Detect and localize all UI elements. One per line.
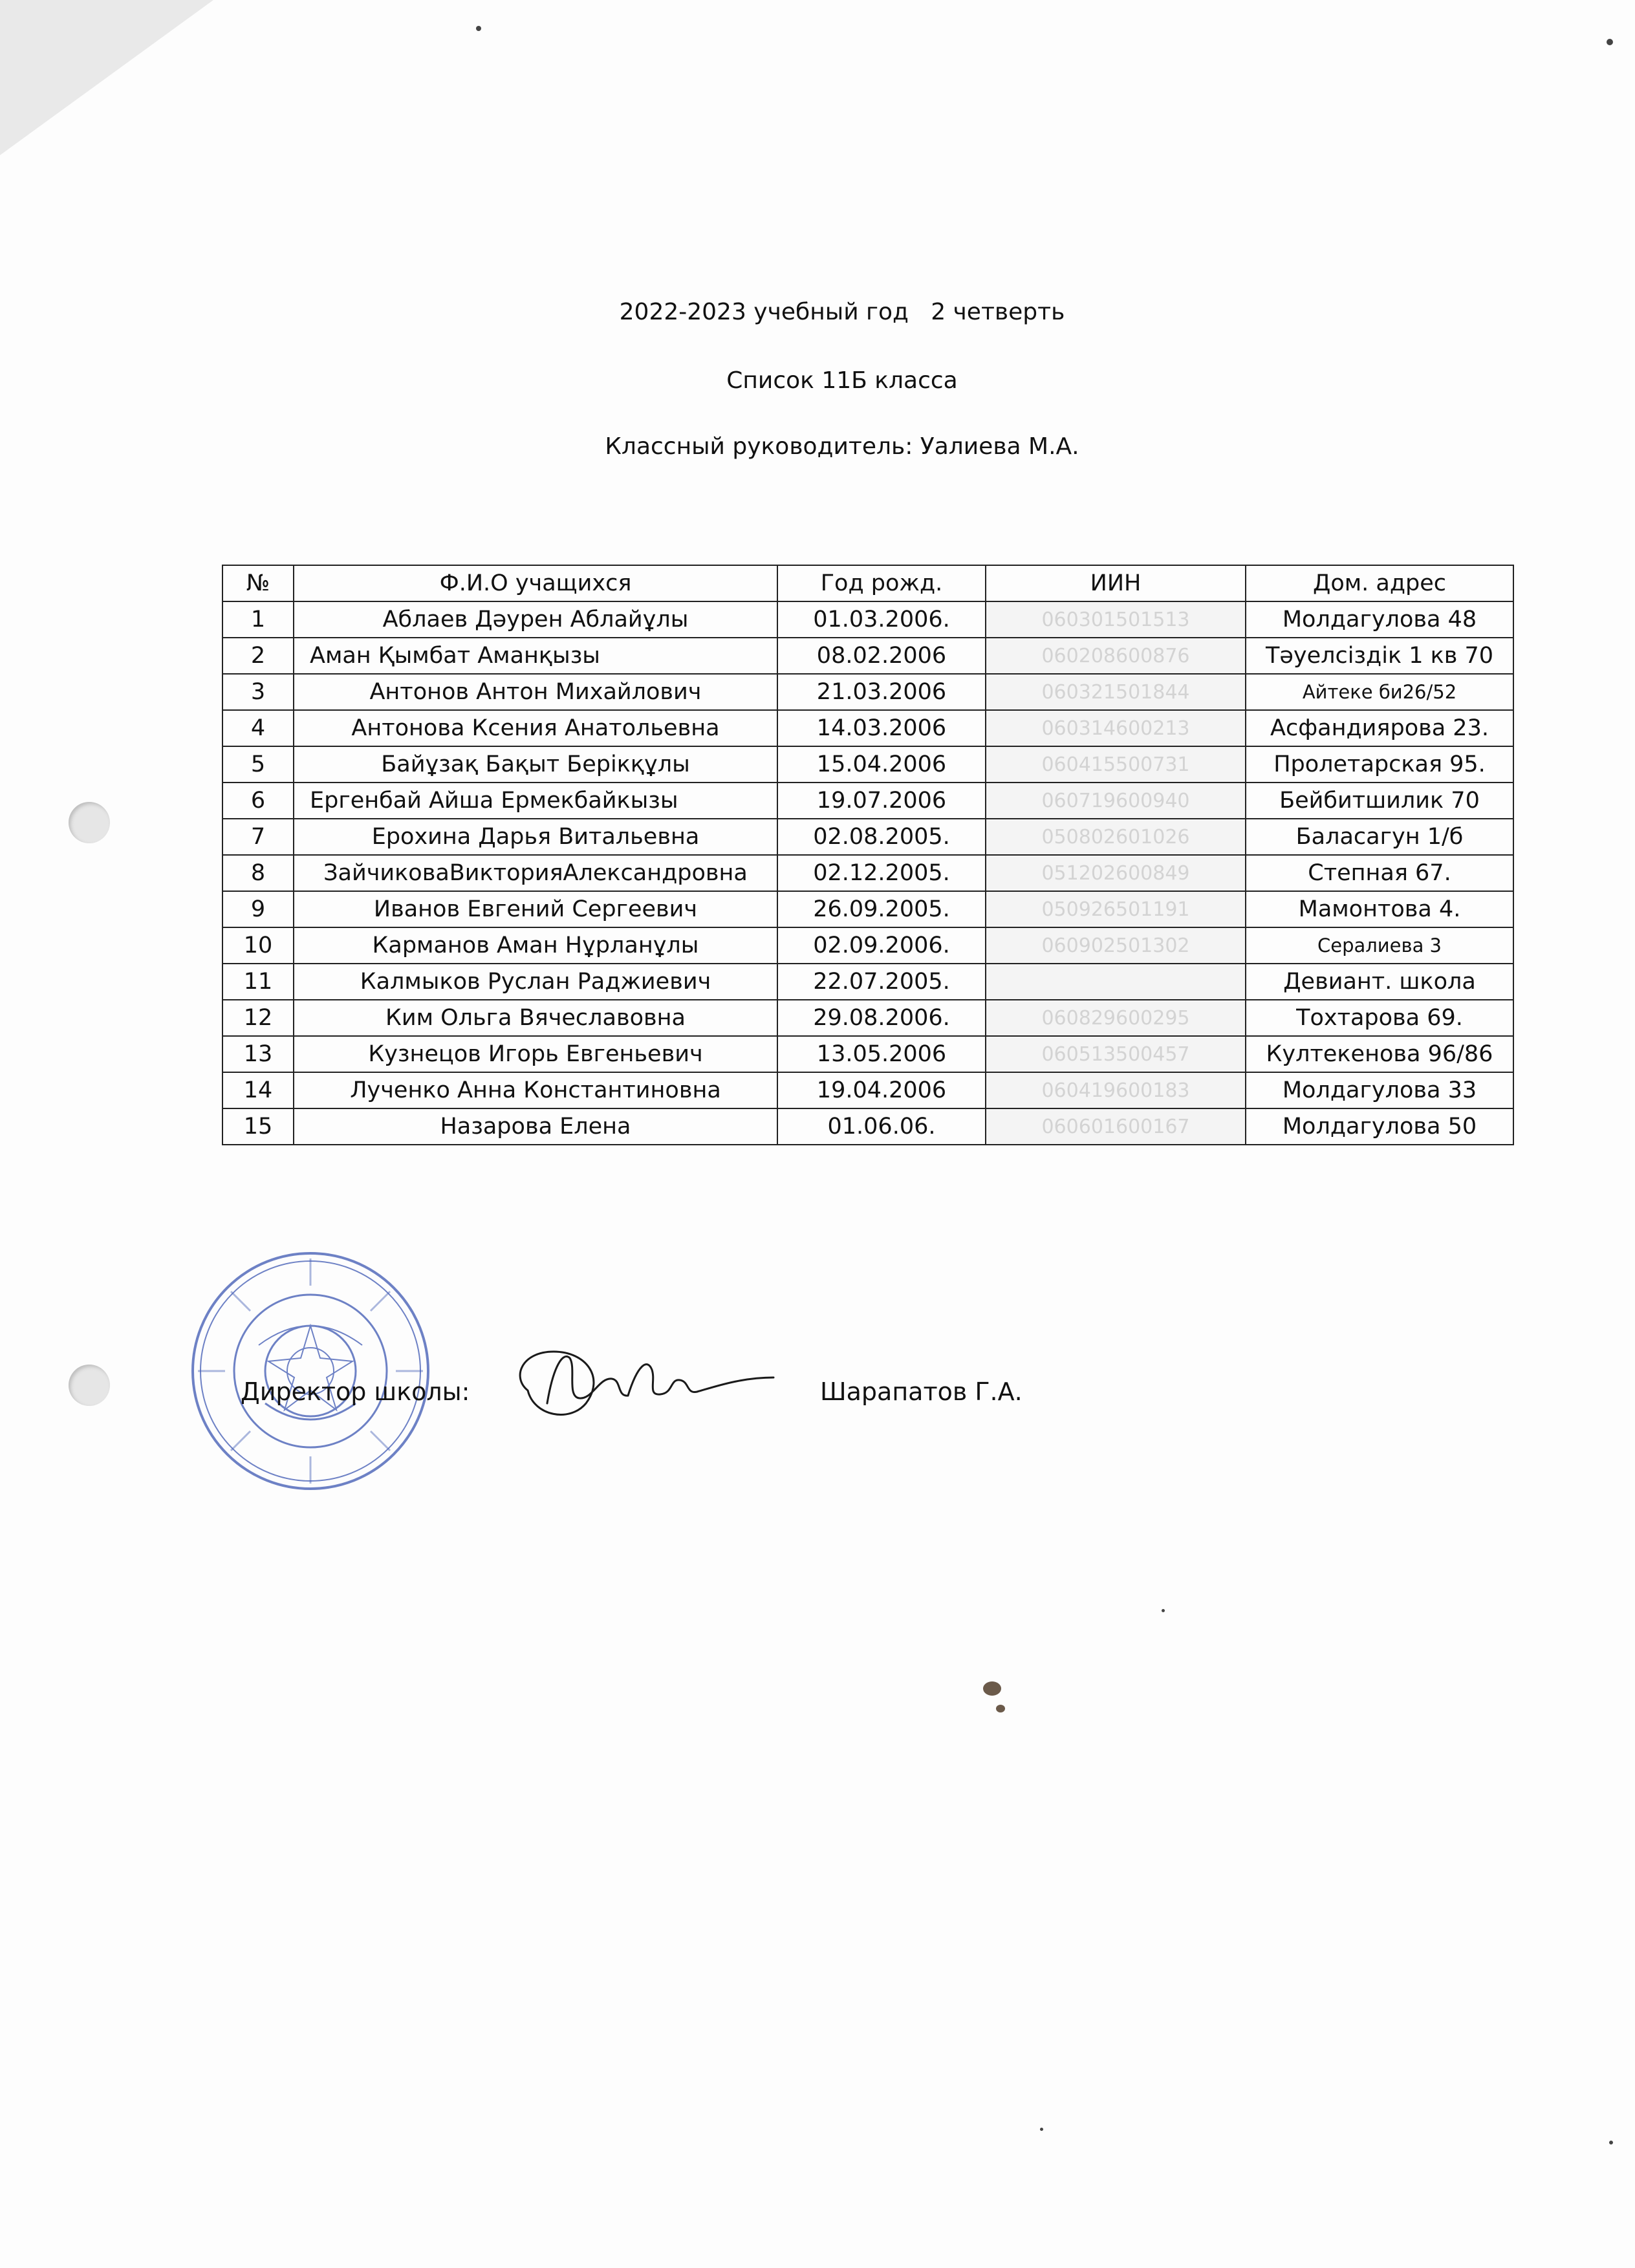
row-number-cell: 13	[222, 1036, 294, 1072]
row-number-cell: 10	[222, 927, 294, 964]
table-row	[222, 819, 1513, 855]
birth-date-cell: 19.04.2006	[777, 1072, 986, 1108]
table-header-row	[222, 565, 1513, 601]
student-name-cell: Байұзақ Бақыт Берікқұлы	[294, 746, 777, 783]
birth-date-cell: 21.03.2006	[777, 674, 986, 710]
row-number-cell: 12	[222, 1000, 294, 1036]
student-table	[222, 565, 1514, 1145]
iin-cell: 051202600849	[986, 855, 1246, 891]
speck	[476, 26, 481, 31]
address-cell: Девиант. школа	[1246, 964, 1513, 1000]
birth-date-cell: 01.03.2006.	[777, 601, 986, 638]
school-seal	[188, 1248, 433, 1494]
iin-cell: 060321501844	[986, 674, 1246, 710]
iin-cell: 050926501191	[986, 891, 1246, 927]
table-row	[222, 674, 1513, 710]
iin-cell: 060601600167	[986, 1108, 1246, 1145]
student-name-cell: Карманов Аман Нұрланұлы	[294, 927, 777, 964]
table-row	[222, 710, 1513, 746]
student-name-cell: Аман Қымбат Аманқызы	[294, 638, 777, 674]
iin-cell: 060513500457	[986, 1036, 1246, 1072]
birth-date-cell: 22.07.2005.	[777, 964, 986, 1000]
student-name-cell: Кузнецов Игорь Евгеньевич	[294, 1036, 777, 1072]
student-name-cell: Антонова Ксения Анатольевна	[294, 710, 777, 746]
column-header-name: Ф.И.О учащихся	[294, 565, 777, 601]
table-row	[222, 1108, 1513, 1145]
column-header-number: №	[222, 565, 294, 601]
table-row	[222, 927, 1513, 964]
speck	[1607, 39, 1613, 45]
iin-cell: 060419600183	[986, 1072, 1246, 1108]
birth-date-cell: 19.07.2006	[777, 783, 986, 819]
student-name-cell: ЗайчиковаВикторияАлександровна	[294, 855, 777, 891]
column-header-iin: ИИН	[986, 565, 1246, 601]
row-number-cell: 3	[222, 674, 294, 710]
row-number-cell: 5	[222, 746, 294, 783]
table-row	[222, 964, 1513, 1000]
student-name-cell: Ерохина Дарья Витальевна	[294, 819, 777, 855]
row-number-cell: 14	[222, 1072, 294, 1108]
signature-block	[0, 1377, 1635, 1455]
table-row	[222, 638, 1513, 674]
birth-date-cell: 26.09.2005.	[777, 891, 986, 927]
table-row	[222, 1072, 1513, 1108]
birth-date-cell: 01.06.06.	[777, 1108, 986, 1145]
row-number-cell: 7	[222, 819, 294, 855]
iin-cell	[986, 964, 1246, 1000]
student-name-cell: Аблаев Дәурен Аблайұлы	[294, 601, 777, 638]
class-teacher: Классный руководитель: Уалиева М.А.	[605, 433, 1079, 460]
address-cell: Мамонтова 4.	[1246, 891, 1513, 927]
student-name-cell: Антонов Антон Михайлович	[294, 674, 777, 710]
row-number-cell: 9	[222, 891, 294, 927]
row-number-cell: 4	[222, 710, 294, 746]
iin-cell: 060829600295	[986, 1000, 1246, 1036]
row-number-cell: 15	[222, 1108, 294, 1145]
table-row	[222, 1036, 1513, 1072]
student-name-cell: Ким Ольга Вячеславовна	[294, 1000, 777, 1036]
address-cell: Пролетарская 95.	[1246, 746, 1513, 783]
iin-cell: 060208600876	[986, 638, 1246, 674]
director-label: Директор школы:	[241, 1377, 470, 1406]
iin-cell: 060719600940	[986, 783, 1246, 819]
student-name-cell: Назарова Елена	[294, 1108, 777, 1145]
address-cell: Култекенова 96/86	[1246, 1036, 1513, 1072]
address-cell: Бейбитшилик 70	[1246, 783, 1513, 819]
birth-date-cell: 29.08.2006.	[777, 1000, 986, 1036]
row-number-cell: 2	[222, 638, 294, 674]
iin-cell: 060902501302	[986, 927, 1246, 964]
address-cell: Тәуелсіздік 1 кв 70	[1246, 638, 1513, 674]
birth-date-cell: 14.03.2006	[777, 710, 986, 746]
row-number-cell: 8	[222, 855, 294, 891]
stain	[996, 1705, 1005, 1712]
row-number-cell: 1	[222, 601, 294, 638]
punch-hole-upper	[69, 802, 110, 843]
table-row	[222, 855, 1513, 891]
iin-cell: 060415500731	[986, 746, 1246, 783]
iin-cell: 060301501513	[986, 601, 1246, 638]
table-row	[222, 746, 1513, 783]
school-year-title: 2022-2023 учебный год 2 четверть	[619, 299, 1065, 325]
table-row	[222, 783, 1513, 819]
address-cell: Молдагулова 50	[1246, 1108, 1513, 1145]
speck	[1162, 1609, 1165, 1612]
student-name-cell: Иванов Евгений Сергеевич	[294, 891, 777, 927]
iin-cell: 050802601026	[986, 819, 1246, 855]
birth-date-cell: 15.04.2006	[777, 746, 986, 783]
address-cell: Молдагулова 48	[1246, 601, 1513, 638]
student-name-cell: Калмыков Руслан Раджиевич	[294, 964, 777, 1000]
table-row	[222, 891, 1513, 927]
birth-date-cell: 08.02.2006	[777, 638, 986, 674]
column-header-address: Дом. адрес	[1246, 565, 1513, 601]
address-cell: Молдагулова 33	[1246, 1072, 1513, 1108]
birth-date-cell: 02.12.2005.	[777, 855, 986, 891]
row-number-cell: 6	[222, 783, 294, 819]
address-cell: Баласагун 1/б	[1246, 819, 1513, 855]
address-cell: Степная 67.	[1246, 855, 1513, 891]
table-row	[222, 1000, 1513, 1036]
student-name-cell: Ергенбай Айша Ермекбайкызы	[294, 783, 777, 819]
table-row	[222, 601, 1513, 638]
address-cell: Тохтарова 69.	[1246, 1000, 1513, 1036]
speck	[1609, 2141, 1613, 2144]
iin-cell: 060314600213	[986, 710, 1246, 746]
birth-date-cell: 02.09.2006.	[777, 927, 986, 964]
class-list-title: Список 11Б класса	[726, 367, 958, 394]
address-cell: Айтеке би26/52	[1246, 674, 1513, 710]
speck	[1040, 2128, 1043, 2131]
column-header-birth-date: Год рожд.	[777, 565, 986, 601]
student-name-cell: Лученко Анна Константиновна	[294, 1072, 777, 1108]
birth-date-cell: 13.05.2006	[777, 1036, 986, 1072]
address-cell: Ceралиева 3	[1246, 927, 1513, 964]
address-cell: Асфандиярова 23.	[1246, 710, 1513, 746]
row-number-cell: 11	[222, 964, 294, 1000]
director-name: Шарапатов Г.А.	[820, 1377, 1023, 1406]
birth-date-cell: 02.08.2005.	[777, 819, 986, 855]
torn-corner	[0, 0, 213, 155]
stain	[983, 1681, 1001, 1696]
